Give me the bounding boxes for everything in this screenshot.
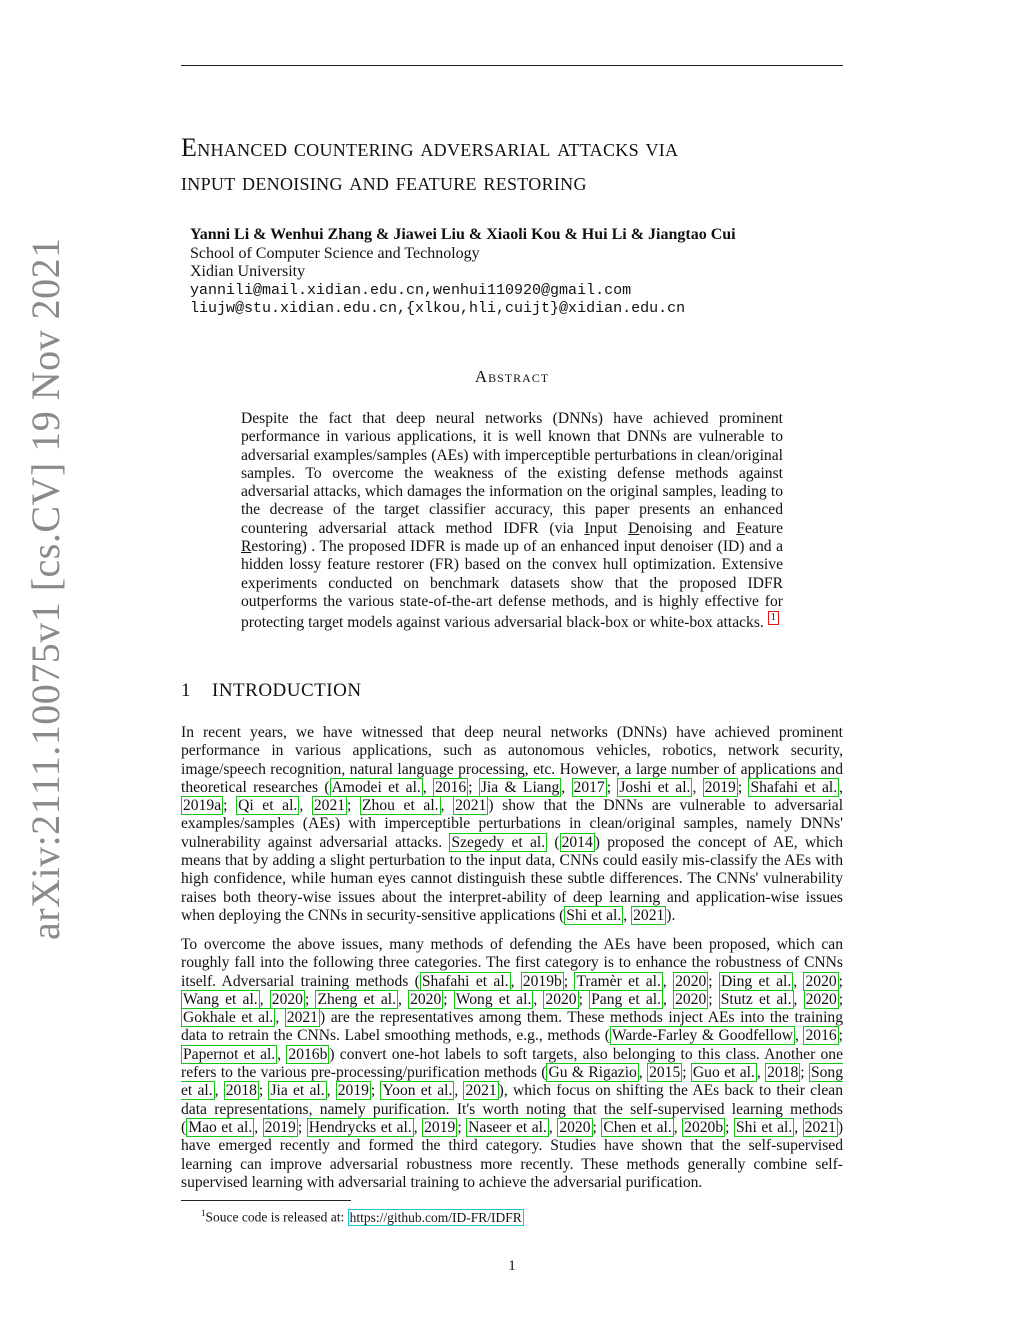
citation-link[interactable]: 2017 [573,778,605,796]
abstract-part: Despite the fact that deep neural networks (DNNs) have achieved prominent performance in various applications, it is well known that DNNs are vulnerable to adversarial examples/samples (AEs) with imperceptible perturbations in clean/original samples. To overcome the weakness of the existing defense methods against adversarial attacks, which damages the information on the original samples, leading to the decrease of the target classifier accuracy, this paper presents an enhanced countering adversarial attack method IDFR (via [241,410,783,537]
citation-link[interactable]: 2018 [767,1064,799,1082]
paragraph-text: ). [666,906,676,924]
citation-link[interactable]: 2021 [455,797,487,815]
citation-link[interactable]: Papernot et al. [183,1045,276,1063]
abstract-underline: F [736,519,745,537]
citation-link[interactable]: 2020 [559,1118,591,1136]
section-heading-introduction [181,680,362,702]
footnote-link[interactable]: 1 [768,611,779,625]
abstract-heading-rest: bstract [488,367,550,386]
citation-link[interactable]: Wong et al. [455,990,532,1008]
citation-link[interactable]: 2020 [545,990,577,1008]
paragraph-text: ) are the representatives among them. These methods inject AEs into the training data to retrain the CNNs. Label smoothing methods, e.g., methods ( [181,1009,844,1045]
footnote [201,1208,524,1226]
citation-link[interactable]: Ding et al. [720,972,792,990]
citation-link[interactable]: Stutz et al. [720,990,792,1008]
citation-link[interactable]: 2016 [805,1027,837,1045]
author-university: Xidian University [190,263,306,280]
citation-link[interactable]: Shi et al. [736,1118,793,1136]
citation-link[interactable]: Gu & Rigazio [548,1064,637,1082]
author-department: School of Computer Science and Technology [190,244,480,262]
citation-link[interactable]: 2019a [183,797,222,815]
footnote-mark: 1 [201,1208,206,1218]
intro-paragraph-2: To overcome the above issues, many methods of defending the AEs have been proposed, which can roughly fall into the following three categories. The first category is to enhance the robustness of CNNs itself. Adversarial training methods ( Shafahi et al. , 2019b ; Tramèr et al. , 2020 ; Ding et al. , 2020 ; Wang et al. , 2020 ; Zheng et al. , 2020 ; Wong et al. , 2020 ; Pang et al. , 2020 ; Stutz et al. , 2020 ; Gokhale et al. , 2021 ) are the representatives among them. These methods inject AEs into the training data to retrain the CNNs. Label smoothing methods, e.g., methods ( Warde-Farley & Goodfellow , 2016 ; Papernot et al. , 2016b ) convert one-hot labels to soft targets, also belonging to this class. Another one refers to the various pre-processing/purification methods ( Gu & Rigazio , 2015 ; Guo et al. , 2018 ; Song et al. , 2018 ; Jia et al. , 2019 ; Yoon et al. , 2021 ), which focus on shifting the AEs back to their clean data representations, namely purification. It's worth noting that the self-supervised learning methods ( Mao et al. , 2019 ; Hendrycks et al. , 2019 ; Naseer et al. , 2020 ; Chen et al. , 2020b ; Shi et al. , 2021 ) have emerged recently and formed the third category. Studies have shown that the self-supervised learning can improve adversarial robustness more recently. These methods generally combine self-supervised learning with adversarial training to achieve the adversarial purification. [181,936,844,1191]
section-title: INTRODUCTION [212,680,362,701]
citation-link[interactable]: Hendrycks et al. [308,1118,412,1136]
citation-link[interactable]: Chen et al. [603,1118,672,1136]
citation-link[interactable]: Zhou et al. [362,797,439,815]
citation-link[interactable]: 2021 [633,906,665,924]
citation-link[interactable]: Zheng et al. [317,990,397,1008]
paragraph-text: proposed the concept of AE, which means that by adding a slight perturbation to the input data, CNNs could easily mis-classify the AEs with high confidence, while human eyes cannot distinguish these subtle differences. The CNNs' vulnerability raises both theory-wise issues about the interpret-ability of deep learning and application-wise issues when deploying the CNNs in security-sensitive applications ( [181,833,844,924]
citation-link[interactable]: 2021 [286,1009,318,1027]
code-url-link[interactable]: https://github.com/ID-FR/IDFR [349,1209,522,1225]
citation-link[interactable]: 2016b [288,1045,328,1063]
citation-link[interactable]: Jia et al. [270,1082,325,1100]
citation-link[interactable]: 2019 [337,1082,369,1100]
citation-link[interactable]: Song et al. [181,1064,844,1100]
paragraph-text: To overcome the above issues, many methods of defending the AEs have been proposed, which can roughly fall into the following three categories. The first category is to enhance the robustness of CNNs itself. Adversarial training methods ( [181,936,843,990]
citation-link[interactable]: Pang et al. [591,990,661,1008]
abstract-part: eature [744,519,783,537]
title-line-1: nhanced countering adversarial attacks via [197,135,679,162]
citation-link[interactable]: Shafahi et al. [421,972,509,990]
citation-link[interactable]: 2019 [424,1118,456,1136]
citation-link[interactable]: 2020 [675,990,707,1008]
citation-link[interactable]: 2020b [684,1118,724,1136]
citation-link[interactable]: 2014 [561,833,593,851]
footnote-rule [181,1200,351,1201]
citation-link[interactable]: 2020 [805,990,837,1008]
abstract-part: estoring) . The proposed IDFR is made up of an enhanced input denoiser (ID) and a hidden lossy feature restorer (FR) based on the convex hull optimization. Extensive experiments conducted on benchmark datasets show that the proposed IDFR outperforms the various state-of-the-art defense methods, and is highly effective for protecting target models against various adversarial black-box or white-box attacks. [241,538,783,632]
abstract-underline: R [241,538,252,556]
citation-link[interactable]: Jia & Liang [480,778,560,796]
page-number: 1 [508,1258,516,1274]
citation-link[interactable]: Guo et al. [692,1064,755,1082]
citation-link[interactable]: 2020 [675,972,707,990]
author-names: Yanni Li & Wenhui Zhang & Jiawei Liu & Xiaoli Kou & Hui Li & Jiangtao Cui [190,226,736,243]
paper-title [181,131,861,200]
paragraph-text: ) have emerged recently and formed the third category. Studies have shown that the self-supervised learning can improve adversarial robustness more recently. These methods generally combine self-supervised learning with adversarial training to achieve the adversarial purification. [181,1118,844,1191]
abstract-part: enoising and [639,519,737,537]
abstract-heading-initial: A [474,367,489,386]
citation-link[interactable]: Joshi et al. [619,778,691,796]
abstract-part: nput [589,519,629,537]
citation-link[interactable]: 2019b [522,972,562,990]
citation-link[interactable]: Shafahi et al. [750,778,838,796]
author-block [190,226,736,319]
citation-link[interactable]: 2019 [264,1118,296,1136]
citation-link[interactable]: Qi et al. [238,797,298,815]
citation-link[interactable]: Tramèr et al. [576,972,661,990]
citation-link[interactable]: 2021 [313,797,346,815]
abstract-heading [0,367,1024,387]
paragraph-text: ) show that the DNNs are vulnerable to adversarial examples/samples (AEs) with imperceptible perturbations in clean/original samples, namely DNNs' vulnerability against adversarial attacks. [181,797,844,851]
arxiv-identifier: arXiv:2111.10075v1 [cs.CV] 19 Nov 2021 [23,237,68,940]
citation-link[interactable]: Warde-Farley & Goodfellow [611,1027,794,1045]
citation-link[interactable]: 2019 [704,778,736,796]
citation-link[interactable]: 2020 [410,990,442,1008]
paragraph-text: ), which focus on shifting the AEs back to their clean data representations, namely purification. It's worth noting that the self-supervised learning methods ( [181,1082,844,1136]
citation-link[interactable]: Wang et al. [183,990,258,1008]
title-initial: E [181,133,198,162]
citation-link[interactable]: Gokhale et al. [183,1009,274,1027]
footnote-text: Souce code is released at: [205,1209,348,1225]
citation-link[interactable]: 2020 [805,972,837,990]
abstract-underline: D [628,519,640,537]
intro-paragraph-1: In recent years, we have witnessed that deep neural networks (DNNs) have achieved prominent performance in various applications, such as autonomous vehicles, robotics, network security, image/speech recognition, natural language processing, etc. However, a large number of applications and theoretical researches ( Amodei et al. , 2016 ; Jia & Liang , 2017 ; Joshi et al. , 2019 ; Shafahi et al. , 2019a ; Qi et al. , 2021 ; Zhou et al. , 2021 ) show that the DNNs are vulnerable to adversarial examples/samples (AEs) with imperceptible perturbations in clean/original samples, namely DNNs' vulnerability against adversarial attacks. Szegedy et al. ( 2014 ) proposed the concept of AE, which means that by adding a slight perturbation to the input data, CNNs could easily mis-classify the AEs with high confidence, while human eyes cannot distinguish these subtle differences. The CNNs' vulnerability raises both theory-wise issues about the interpret-ability of deep learning and application-wise issues when deploying the CNNs in security-sensitive applications ( Shi et al. , 2021 ). [181,724,844,924]
citation-link[interactable]: 2021 [804,1118,836,1136]
abstract-text [241,410,783,633]
paragraph-text: ) convert one-hot labels to soft targets, also belonging to this class. Another one refers to the various pre-processing/purification methods ( [181,1045,844,1082]
author-emails-1: yannili@mail.xidian.edu.cn,wenhui110920@gmail.com [190,281,632,299]
citation-link[interactable]: Amodei et al. [331,778,421,796]
citation-link[interactable]: Shi et al. [566,906,622,924]
author-emails-2: liujw@stu.xidian.edu.cn,{xlkou,hli,cuijt}@xidian.edu.cn [190,300,686,317]
citation-link[interactable]: 2018 [225,1082,257,1100]
title-line-2: input denoising and feature restoring [181,169,587,196]
citation-link[interactable]: 2020 [271,990,303,1008]
paragraph-text: In recent years, we have witnessed that deep neural networks (DNNs) have achieved prominent performance in various applications, such as autonomous vehicles, robotics, network security, image/speech recognition, natural language processing, etc. However, a large number of applications and theoretical researches ( [181,724,843,796]
section-number: 1 [181,680,191,701]
citation-link[interactable]: Szegedy et al. [451,833,546,851]
citation-link[interactable]: 2021 [465,1082,497,1100]
citation-link[interactable]: 2015 [649,1064,681,1082]
citation-link[interactable]: Yoon et al. [382,1082,453,1100]
citation-link[interactable]: Mao et al. [188,1118,253,1136]
abstract-underline: I [584,519,590,537]
citation-link[interactable]: 2016 [435,778,467,796]
header-rule [181,65,843,66]
citation-link[interactable]: Naseer et al. [468,1118,547,1136]
